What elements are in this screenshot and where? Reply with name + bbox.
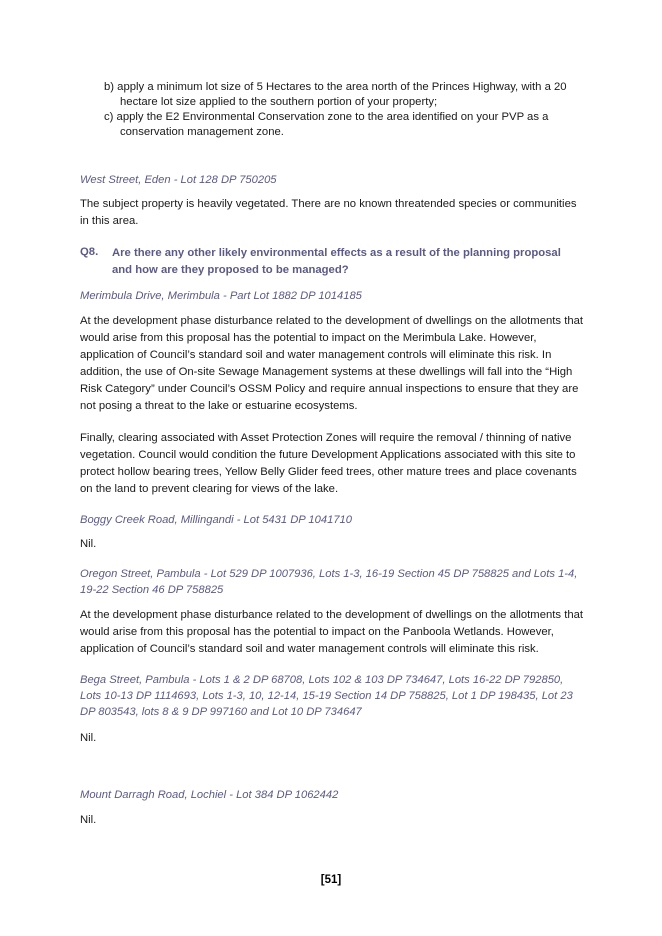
bega-text: Nil. (80, 732, 97, 744)
list-item-b: b) apply a minimum lot size of 5 Hectares to the area north of the Princes Highway, with a 20 hectare lot size applied to the southern portion of your property; (104, 81, 567, 108)
oregon-text: At the development phase disturbance related to the development of dwellings on the allotments that would arise from this proposal has the potential to impact on the Panboola Wetlands. However, application of Council’s standard soil and water management controls will eliminate this risk. (80, 609, 584, 655)
west-street-text: The subject property is heavily vegetated. There are no known threatended species or communities in this area. (80, 198, 577, 227)
page-number: [51] (320, 874, 342, 886)
mount-darragh-heading: Mount Darragh Road, Lochiel - Lot 384 DP 1062442 (80, 789, 339, 801)
west-street-heading: West Street, Eden - Lot 128 DP 750205 (80, 174, 277, 186)
merimbula-paragraph-1: At the development phase disturbance related to the development of dwellings on the allotments that would arise from this proposal has the potential to impact on the Merimbula Lake. However, application of Council’s standard soil and water management controls will eliminate this risk. In addition, the use of On-site Sewage Management systems at these dwellings will fall into the “High Risk Category” under Council’s OSSM Policy and require annual inspections to ensure that they are not posing a threat to the lake or estuarine ecosystems. (80, 315, 584, 412)
merimbula-paragraph-2: Finally, clearing associated with Asset Protection Zones will require the removal / thinning of native vegetation. Council would condition the future Development Applications associated with this site to protect hollow bearing trees, Yellow Belly Glider feed trees, other mature trees and place covenants on the land to prevent clearing for views of the lake. (80, 432, 577, 495)
merimbula-heading: Merimbula Drive, Merimbula - Part Lot 1882 DP 1014185 (80, 290, 362, 302)
list-item-c: c) apply the E2 Environmental Conservation zone to the area identified on your PVP as a conservation management zone. (104, 111, 549, 138)
boggy-creek-heading: Boggy Creek Road, Millingandi - Lot 5431 DP 1041710 (80, 514, 352, 526)
question-text: Are there any other likely environmental effects as a result of the planning proposal and how are they proposed to be managed? (112, 247, 561, 276)
mount-darragh-text: Nil. (80, 814, 97, 826)
boggy-creek-text: Nil. (80, 538, 97, 550)
question-number: Q8. (80, 246, 99, 258)
oregon-heading: Oregon Street, Pambula - Lot 529 DP 1007936, Lots 1-3, 16-19 Section 45 DP 758825 and Lots 1-4, 19-22 Section 46 DP 758825 (80, 568, 578, 596)
bega-heading: Bega Street, Pambula - Lots 1 & 2 DP 68708, Lots 102 & 103 DP 734647, Lots 16-22 DP 792850, Lots 10-13 DP 1114693, Lots 1-3, 10, 12-14, 15-19 Section 14 DP 758825, Lot 1 DP 198435, Lot 23 DP 803543, lots 8 & 9 DP 997160 and Lot 10 DP 734647 (80, 674, 573, 718)
